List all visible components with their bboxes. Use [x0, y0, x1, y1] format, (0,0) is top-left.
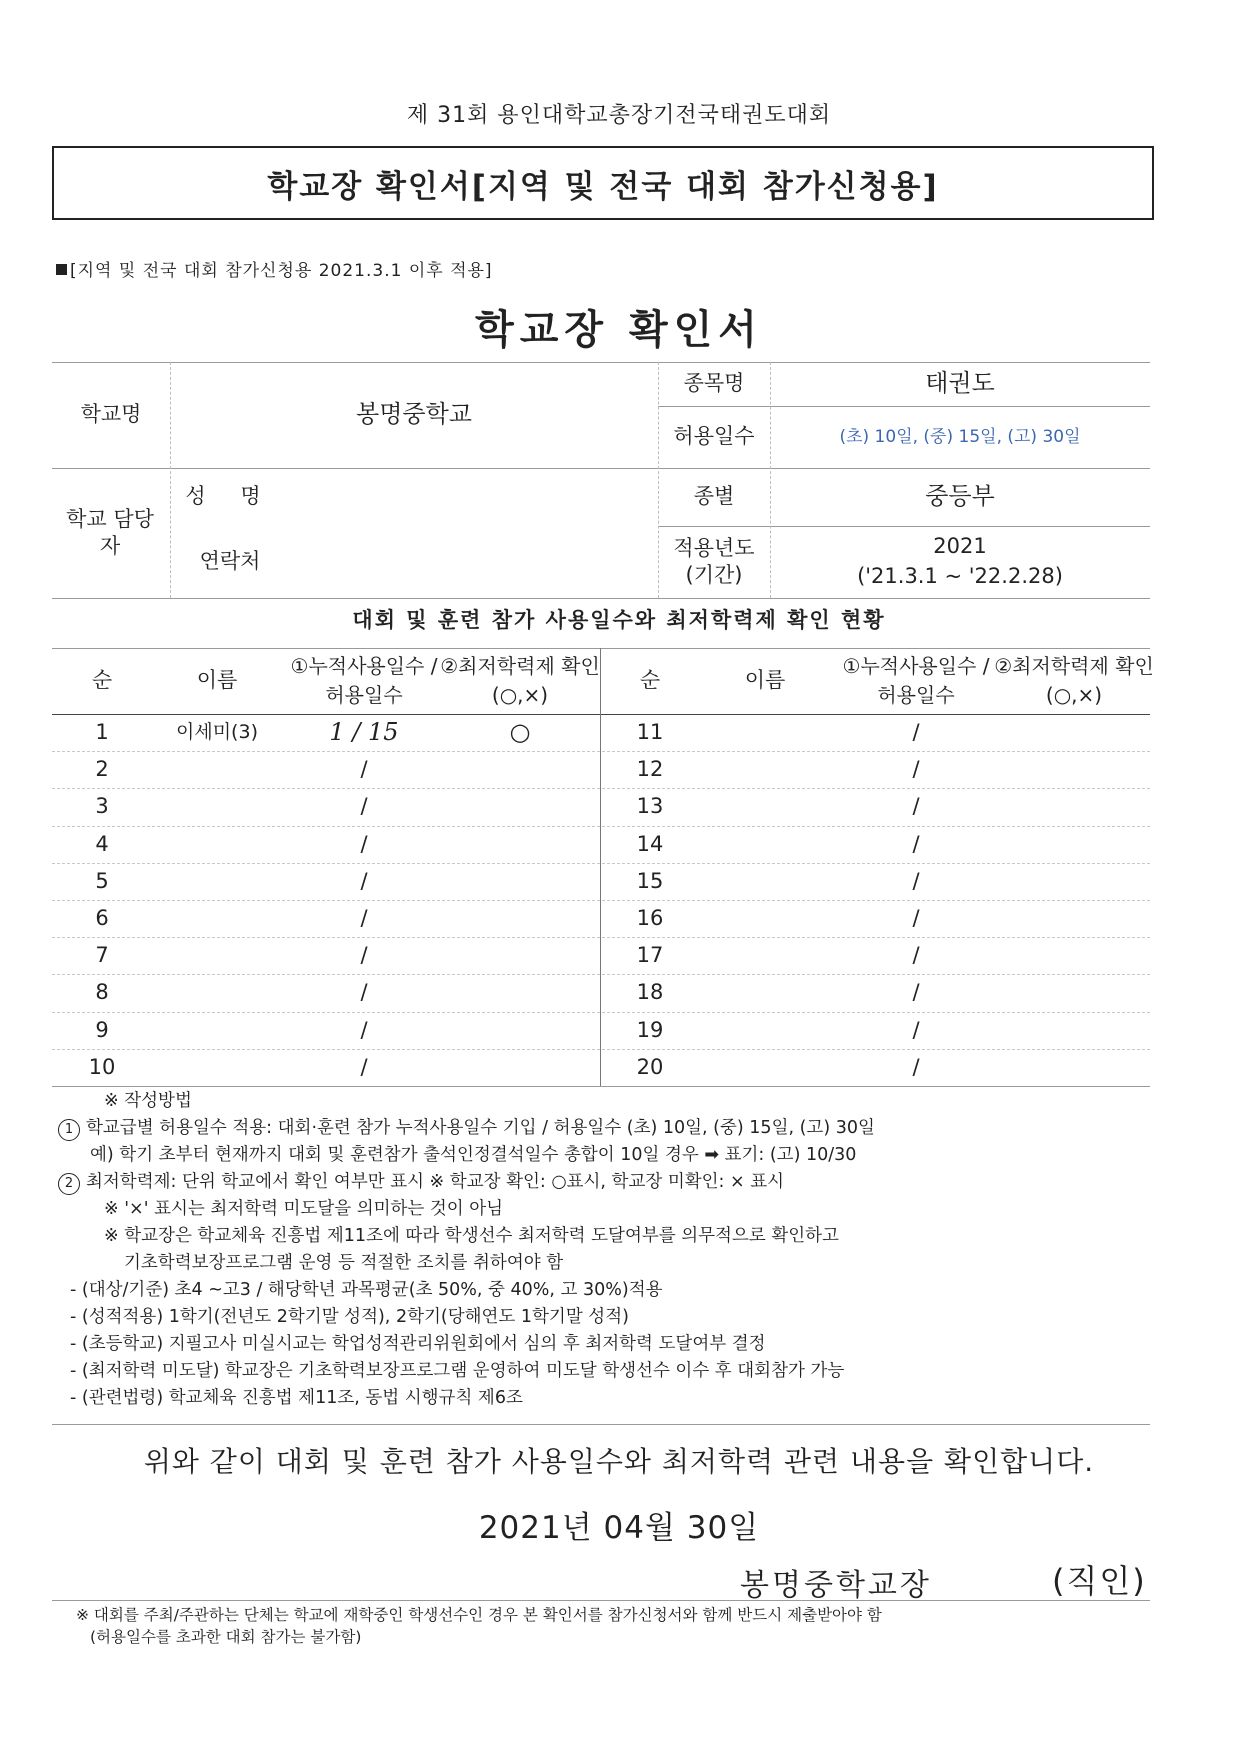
- row-number: 4: [95, 831, 109, 856]
- row-days: /: [360, 1054, 368, 1079]
- row-days: 1 / 15: [329, 718, 399, 746]
- row-name: [152, 974, 282, 1011]
- row-number: 11: [636, 719, 664, 744]
- row-check: [994, 751, 1154, 788]
- row-name: [700, 788, 830, 825]
- row-days: /: [912, 757, 920, 782]
- row-days: /: [360, 868, 368, 893]
- row-days: /: [360, 905, 368, 930]
- row-number: 13: [636, 794, 664, 819]
- row-days: /: [360, 794, 368, 819]
- instructions-bottom-line: [52, 1424, 1150, 1425]
- form-usage-note-text: [지역 및 전국 대회 참가신청용 2021.3.1 이후 적용]: [70, 261, 493, 281]
- col-header-no: 순: [91, 668, 113, 693]
- row-days: /: [912, 1017, 920, 1042]
- confirmation-statement: 위와 같이 대회 및 훈련 참가 사용일수와 최저학력 관련 내용을 확인합니다.: [143, 1445, 1095, 1478]
- school-name-value: 봉명중학교: [356, 400, 472, 429]
- footer-top-line: [52, 1600, 1150, 1601]
- competition-title: 제 31회 용인대학교총장기전국태권도대회: [406, 103, 832, 128]
- row-check: [440, 751, 600, 788]
- col-header-name-right: 이름: [744, 668, 786, 693]
- row-check: [994, 714, 1154, 751]
- row-name: 이세미(3): [176, 721, 258, 744]
- row-days: /: [360, 980, 368, 1005]
- row-name: [152, 937, 282, 974]
- year-label: 적용년도 (기간): [673, 535, 755, 587]
- instructions: [58, 1088, 1178, 1412]
- period-value: ('21.3.1 ~ '22.2.28): [857, 564, 1063, 589]
- row-name: [700, 714, 830, 751]
- row-check: [440, 863, 600, 900]
- instruction-line-9: - (초등학교) 지필고사 미실시교는 학업성적관리위원회에서 심의 후 최저학력 도달여부 결정: [70, 1334, 766, 1354]
- row-name: [700, 826, 830, 863]
- col-header-days-right: ①누적사용일수 /허용일수: [842, 654, 990, 707]
- instruction-line-8: - (성적적용) 1학기(전년도 2학기말 성적), 2학기(당해연도 1학기말 성적): [70, 1307, 629, 1327]
- confirmation-date: 2021년 04월 30일: [478, 1510, 760, 1546]
- row-number: 5: [95, 868, 109, 893]
- row-check: [994, 788, 1154, 825]
- principal-signature: 봉명중학교장: [740, 1568, 932, 1603]
- instruction-line-7: - (대상/기준) 초4 ~고3 / 해당학년 과목평균(초 50%, 중 40%, 고 30%)적용: [70, 1280, 663, 1300]
- row-check: [440, 937, 600, 974]
- row-days: /: [360, 1017, 368, 1042]
- row-number: 17: [636, 943, 664, 968]
- col-header-days: ①누적사용일수 /허용일수: [290, 654, 438, 707]
- official-seal: (직인): [1052, 1562, 1147, 1600]
- row-days: /: [360, 757, 368, 782]
- row-name: [152, 900, 282, 937]
- row-number: 20: [636, 1054, 664, 1079]
- instruction-text: 학교급별 허용일수 적용: 대회·훈련 참가 누적사용일수 기입 / 허용일수 (초) 10일, (중) 15일, (고) 30일: [86, 1118, 875, 1138]
- circled-number-1: 1: [58, 1119, 80, 1141]
- row-check: ○: [509, 718, 531, 746]
- row-check: [440, 974, 600, 1011]
- footer-note-2: (허용일수를 초과한 대회 참가는 불가함): [90, 1628, 362, 1646]
- col-header-no-right: 순: [639, 668, 661, 693]
- row-days: /: [912, 1054, 920, 1079]
- square-bullet-icon: [56, 264, 67, 275]
- row-check: [440, 900, 600, 937]
- instruction-text: 최저학력제: 단위 학교에서 확인 여부만 표시 ※ 학교장 확인: ○표시, 학교장 미확인: × 표시: [86, 1172, 785, 1192]
- row-check: [994, 1049, 1154, 1086]
- manager-contact-label: 연락처: [199, 549, 261, 574]
- allowed-days-label: 허용일수: [673, 424, 755, 449]
- form-title-box: 학교장 확인서[지역 및 전국 대회 참가신청용]: [52, 146, 1154, 220]
- row-name: [700, 900, 830, 937]
- status-table-bottom-line: [52, 1086, 1150, 1087]
- manager-label: 학교 담당자: [66, 506, 154, 558]
- row-number: 9: [95, 1017, 109, 1042]
- instruction-line-5: ※ 학교장은 학교체육 진흥법 제11조에 따라 학생선수 최저학력 도달여부를 의무적으로 확인하고: [104, 1226, 839, 1246]
- row-days: /: [912, 980, 920, 1005]
- row-days: /: [912, 719, 920, 744]
- form-usage-note: [56, 256, 493, 281]
- row-days: /: [912, 831, 920, 856]
- row-check: [440, 1049, 600, 1086]
- row-name: [152, 863, 282, 900]
- division-label: 종별: [693, 484, 735, 509]
- row-name: [700, 974, 830, 1011]
- instruction-line-10: - (최저학력 미도달) 학교장은 기초학력보장프로그램 운영하여 미도달 학생선수 이수 후 대회참가 가능: [70, 1361, 845, 1381]
- instruction-line-6: 기초학력보장프로그램 운영 등 적절한 조치를 취하여야 함: [124, 1253, 564, 1273]
- col-header-name: 이름: [196, 668, 238, 693]
- row-name: [700, 1049, 830, 1086]
- row-days: /: [360, 831, 368, 856]
- row-number: 18: [636, 980, 664, 1005]
- row-days: /: [912, 905, 920, 930]
- manager-name-value: [290, 468, 658, 526]
- row-name: [152, 1049, 282, 1086]
- row-number: 2: [95, 757, 109, 782]
- row-name: [152, 826, 282, 863]
- row-check: [994, 1012, 1154, 1049]
- row-check: [440, 788, 600, 825]
- row-name: [700, 863, 830, 900]
- info-table-bottom-line: [52, 598, 1150, 599]
- row-name: [700, 937, 830, 974]
- row-number: 12: [636, 757, 664, 782]
- row-name: [700, 1012, 830, 1049]
- year-value: 2021: [933, 534, 987, 559]
- row-number: 8: [95, 980, 109, 1005]
- row-check: [994, 974, 1154, 1011]
- footer-note-1: ※ 대회를 주최/주관하는 단체는 학교에 재학중인 학생선수인 경우 본 확인서를 참가신청서와 함께 반드시 제출받아야 함: [76, 1606, 882, 1624]
- circled-number-2: 2: [58, 1173, 80, 1195]
- instruction-line-2: 예) 학기 초부터 현재까지 대회 및 훈련참가 출석인정결석일수 총합이 10일 경우 ➡ 표기: (고) 10/30: [90, 1145, 857, 1165]
- row-number: 14: [636, 831, 664, 856]
- row-number: 16: [636, 905, 664, 930]
- row-name: [700, 751, 830, 788]
- row-name: [152, 788, 282, 825]
- manager-name-label: 성 명: [185, 484, 275, 509]
- col-header-check: ②최저학력제 확인(○,×): [440, 654, 600, 707]
- division-value: 중등부: [925, 482, 995, 511]
- row-days: /: [912, 943, 920, 968]
- instructions-heading: ※ 작성방법: [104, 1091, 192, 1111]
- instruction-line-3: [58, 1169, 1178, 1196]
- row-check: [994, 863, 1154, 900]
- row-days: /: [360, 943, 368, 968]
- main-title: 학교장 확인서: [475, 307, 763, 353]
- row-number: 10: [88, 1054, 116, 1079]
- instruction-line-4: ※ '×' 표시는 최저학력 미도달을 의미하는 것이 아님: [104, 1199, 504, 1219]
- row-check: [994, 826, 1154, 863]
- manager-contact-value: [290, 526, 658, 598]
- instruction-line-11: - (관련법령) 학교체육 진흥법 제11조, 동법 시행규칙 제6조: [70, 1388, 523, 1408]
- school-name-label: 학교명: [80, 402, 142, 427]
- row-number: 3: [95, 794, 109, 819]
- instruction-line-1: [58, 1115, 1178, 1142]
- row-name: [152, 1012, 282, 1049]
- event-value: 태권도: [925, 369, 995, 398]
- row-name: [152, 751, 282, 788]
- row-check: [994, 900, 1154, 937]
- row-number: 7: [95, 943, 109, 968]
- row-number: 6: [95, 905, 109, 930]
- status-table-title: 대회 및 훈련 참가 사용일수와 최저학력제 확인 현황: [352, 608, 886, 632]
- row-check: [994, 937, 1154, 974]
- col-header-check-right: ②최저학력제 확인(○,×): [994, 654, 1154, 707]
- row-number: 19: [636, 1017, 664, 1042]
- row-days: /: [912, 794, 920, 819]
- row-check: [440, 826, 600, 863]
- row-number: 1: [95, 719, 109, 744]
- allowed-days-value: (초) 10일, (중) 15일, (고) 30일: [839, 426, 1081, 447]
- event-label: 종목명: [683, 371, 745, 396]
- row-number: 15: [636, 868, 664, 893]
- footer-note: [76, 1604, 1176, 1648]
- row-days: /: [912, 868, 920, 893]
- row-check: [440, 1012, 600, 1049]
